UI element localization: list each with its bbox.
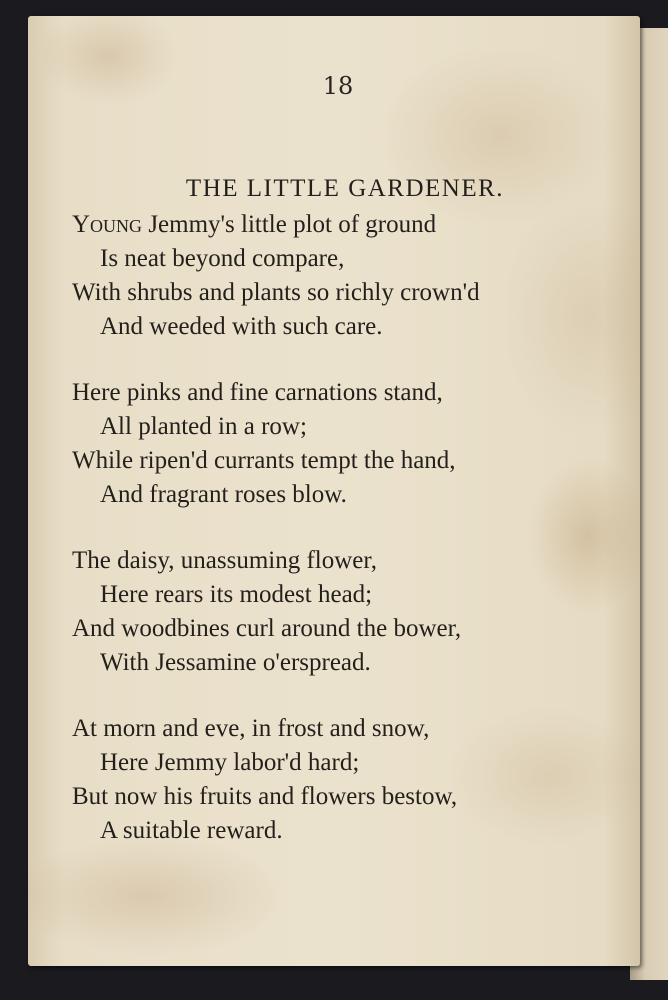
stanza-3-line-1: The daisy, unassuming flower, — [72, 547, 377, 574]
stanza-2-line-3: While ripen'd currants tempt the hand, — [72, 447, 456, 474]
stanza-4-line-4: A suitable reward. — [100, 817, 283, 844]
stanza-1 — [28, 208, 640, 344]
stanza-3 — [28, 544, 640, 680]
book-page — [28, 16, 640, 966]
poem-title: THE LITTLE GARDENER. — [185, 175, 505, 202]
stanza-3-line-4: With Jessamine o'erspread. — [100, 649, 371, 676]
stanza-2 — [28, 376, 640, 512]
stanza-1-line-3: With shrubs and plants so richly crown'd — [72, 279, 480, 306]
stanza-1-line-1 — [28, 208, 640, 242]
line-text: Jemmy's little plot of ground — [142, 211, 437, 238]
stanza-3-line-3: And woodbines curl around the bower, — [72, 615, 462, 642]
stanza-4-line-3: But now his fruits and flowers bestow, — [72, 783, 458, 810]
drop-word: Young — [72, 211, 143, 238]
stanza-3-line-2: Here rears its modest head; — [100, 581, 373, 608]
poem — [28, 170, 640, 848]
stanza-4-line-2: Here Jemmy labor'd hard; — [100, 749, 360, 776]
page-number: 18 — [322, 72, 354, 100]
stanza-1-line-2: Is neat beyond compare, — [100, 245, 345, 272]
stanza-gap — [28, 344, 640, 376]
stanza-1-line-4: And weeded with such care. — [100, 313, 383, 340]
stanza-gap — [28, 512, 640, 544]
stanza-4-line-1: At morn and eve, in frost and snow, — [72, 715, 430, 742]
stanza-2-line-4: And fragrant roses blow. — [100, 481, 347, 508]
stanza-2-line-2: All planted in a row; — [100, 413, 307, 440]
stanza-2-line-1: Here pinks and fine carnations stand, — [72, 379, 443, 406]
stanza-4 — [28, 712, 640, 848]
stanza-gap — [28, 680, 640, 712]
